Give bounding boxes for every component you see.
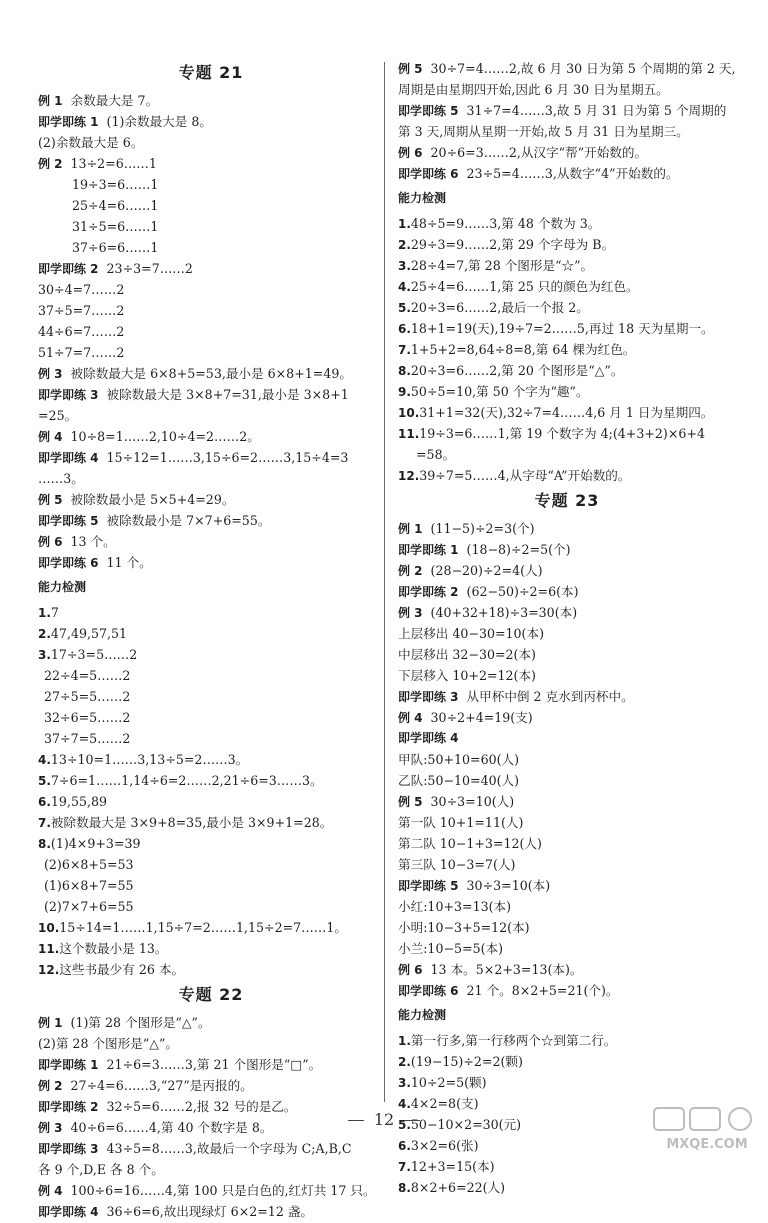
answer-line: 第一队 10+1=11(人) <box>398 815 524 830</box>
answer-line: 小红:10+3=13(本) <box>398 899 512 914</box>
answer-line: 10.31+1=32(天),32÷7=4……4,6 月 1 日为星期四。 <box>398 405 714 420</box>
answer-line: 8.8×2+6=22(人) <box>398 1180 506 1195</box>
answer-line: 例 1 (11−5)÷2=3(个) <box>398 521 535 536</box>
subsection-heading: 能力检测 <box>398 1008 447 1022</box>
answer-line: 例 4 30÷2+4=19(支) <box>398 710 533 725</box>
answer-line: 周期是由星期四开始,因此 6 月 30 日为星期五。 <box>398 82 669 97</box>
right-column <box>398 58 736 1198</box>
answer-line: 即学即练 5 被除数最小是 7×7+6=55。 <box>38 513 271 528</box>
answer-line: 1.48÷5=9……3,第 48 个数为 3。 <box>398 216 601 231</box>
answer-line: 乙队:50−10=40(人) <box>398 773 520 788</box>
answer-line: 例 3 (40+32+18)÷3=30(本) <box>398 605 578 620</box>
answer-line: 5.20÷3=6……2,最后一个报 2。 <box>398 300 589 315</box>
answer-line: 37÷6=6……1 <box>72 240 159 255</box>
answer-line: 例 2 13÷2=6……1 <box>38 156 157 171</box>
answer-line: 即学即练 1 21÷6=3……3,第 21 个图形是“□”。 <box>38 1057 322 1072</box>
answer-line: 即学即练 3 43÷5=8……3,故最后一个字母为 C;A,B,C <box>38 1141 352 1156</box>
answer-line: (1)6×8+7=55 <box>44 878 134 893</box>
answer-line: 小兰:10−5=5(本) <box>398 941 504 956</box>
left-column <box>38 58 376 1222</box>
answer-line: 第 3 天,周期从星期一开始,故 5 月 31 日为星期三。 <box>398 124 689 139</box>
subsection-heading: 能力检测 <box>38 580 87 594</box>
answer-line: 例 5 30÷7=4……2,故 6 月 30 日为第 5 个周期的第 2 天, <box>398 61 736 76</box>
answer-line: 7.1+5+2=8,64÷8=8,第 64 棵为红色。 <box>398 342 636 357</box>
answer-line: 中层移出 32−30=2(本) <box>398 647 536 662</box>
answer-line: 12.39÷7=5……4,从字母“A”开始数的。 <box>398 468 631 483</box>
answer-line: 3.10÷2=5(颗) <box>398 1075 487 1090</box>
answer-line: 2.47,49,57,51 <box>38 626 128 641</box>
answer-line: 即学即练 3 被除数最大是 3×8+7=31,最小是 3×8+1 <box>38 387 349 402</box>
answer-line: 6.19,55,89 <box>38 794 108 809</box>
answer-line: 8.20÷3=6……2,第 20 个图形是“△”。 <box>398 363 624 378</box>
answer-line: 即学即练 5 31÷7=4……3,故 5 月 31 日为第 5 个周期的 <box>398 103 727 118</box>
answer-line: 6.18+1=19(天),19÷7=2……5,再过 18 天为星期一。 <box>398 321 714 336</box>
answer-line: 即学即练 2 (62−50)÷2=6(本) <box>398 584 579 599</box>
answer-line: (2)6×8+5=53 <box>44 857 134 872</box>
answer-line: 即学即练 6 11 个。 <box>38 555 152 570</box>
answer-line: 51÷7=7……2 <box>38 345 125 360</box>
answer-line: ……3。 <box>38 471 84 486</box>
answer-line: 19÷3=6……1 <box>72 177 159 192</box>
answer-line: 例 3 被除数最大是 6×8+5=53,最小是 6×8+1=49。 <box>38 366 352 381</box>
answer-line: 7.被除数最大是 3×9+8=35,最小是 3×9+1=28。 <box>38 815 333 830</box>
answer-line: 22÷4=5……2 <box>44 668 131 683</box>
answer-line: 例 1 (1)第 28 个图形是“△”。 <box>38 1015 211 1030</box>
subsection-heading: 能力检测 <box>398 191 447 205</box>
answer-line: 7.12+3=15(本) <box>398 1159 495 1174</box>
answer-line: 即学即练 6 21 个。8×2+5=21(个)。 <box>398 983 619 998</box>
answer-line: 37÷7=5……2 <box>44 731 131 746</box>
answer-line: 4.25÷4=6……1,第 25 只的颜色为红色。 <box>398 279 639 294</box>
answer-line: 5.7÷6=1……1,14÷6=2……2,21÷6=3……3。 <box>38 773 323 788</box>
answer-line: 1.第一行多,第一行移两个☆到第二行。 <box>398 1033 617 1048</box>
answer-line: 例 4 10÷8=1……2,10÷4=2……2。 <box>38 429 260 444</box>
answer-line: 例 6 13 个。 <box>38 534 116 549</box>
answer-line: 例 5 30÷3=10(人) <box>398 794 515 809</box>
answer-line: 11.19÷3=6……1,第 19 个数字为 4;(4+3+2)×6+4 <box>398 426 705 441</box>
answer-line: 2.(19−15)÷2=2(颗) <box>398 1054 523 1069</box>
answer-line: (2)7×7+6=55 <box>44 899 134 914</box>
answer-line: 例 5 被除数最小是 5×5+4=29。 <box>38 492 235 507</box>
answer-line: 例 6 20÷6=3……2,从汉字“帮”开始数的。 <box>398 145 648 160</box>
answer-line: 10.15÷14=1……1,15÷7=2……1,15÷2=7……1。 <box>38 920 347 935</box>
answer-line: 6.3×2=6(张) <box>398 1138 479 1153</box>
answer-line: 即学即练 1 (18−8)÷2=5(个) <box>398 542 571 557</box>
answer-line: 即学即练 4 36÷6=6,故出现绿灯 6×2=12 盏。 <box>38 1204 314 1219</box>
answer-line: 例 2 (28−20)÷2=4(人) <box>398 563 543 578</box>
answer-line: 即学即练 1 (1)余数最大是 8。 <box>38 114 212 129</box>
section-title-22: 专题 22 <box>178 985 244 1004</box>
answer-line: 例 1 余数最大是 7。 <box>38 93 159 108</box>
answer-line: 3.17÷3=5……2 <box>38 647 138 662</box>
watermark-logo <box>652 1106 762 1152</box>
answer-line: 12.这些书最少有 26 本。 <box>38 962 185 977</box>
section-title-23: 专题 23 <box>534 491 600 510</box>
answer-line: 30÷4=7……2 <box>38 282 125 297</box>
answer-line: 25÷4=6……1 <box>72 198 159 213</box>
section-title-21: 专题 21 <box>178 63 244 82</box>
answer-line: 即学即练 5 30÷3=10(本) <box>398 878 551 893</box>
answer-line: 44÷6=7……2 <box>38 324 125 339</box>
answer-line: 即学即练 6 23÷5=4……3,从数字“4”开始数的。 <box>398 166 679 181</box>
answer-line: 小明:10−3+5=12(本) <box>398 920 530 935</box>
answer-line: 第二队 10−1+3=12(人) <box>398 836 542 851</box>
answer-line: 32÷6=5……2 <box>44 710 131 725</box>
answer-line: 37÷5=7……2 <box>38 303 125 318</box>
answer-line: 下层移入 10+2=12(本) <box>398 668 536 683</box>
answer-line: 例 6 13 本。5×2+3=13(本)。 <box>398 962 583 977</box>
column-divider <box>384 62 385 1102</box>
answer-line: 8.(1)4×9+3=39 <box>38 836 141 851</box>
page-number-dash-right <box>404 1120 420 1121</box>
answer-line: 即学即练 4 15÷12=1……3,15÷6=2……3,15÷4=3 <box>38 450 349 465</box>
answer-line: 例 2 27÷4=6……3,“27”是丙报的。 <box>38 1078 253 1093</box>
answer-line: 甲队:50+10=60(人) <box>398 752 520 767</box>
answer-line: 5.50−10×2=30(元) <box>398 1117 522 1132</box>
answer-line: 即学即练 2 23÷3=7……2 <box>38 261 193 276</box>
answer-line: 第三队 10−3=7(人) <box>398 857 516 872</box>
page-number: 12 <box>0 1110 768 1129</box>
answer-line: 9.50÷5=10,第 50 个字为“趣”。 <box>398 384 589 399</box>
answer-line: 即学即练 2 32÷5=6……2,报 32 号的是乙。 <box>38 1099 297 1114</box>
answer-line: 11.这个数最小是 13。 <box>38 941 168 956</box>
answer-line: 4.4×2=8(支) <box>398 1096 479 1111</box>
answer-line: 例 3 40÷6=6……4,第 40 个数字是 8。 <box>38 1120 273 1135</box>
answer-line: 1.7 <box>38 605 59 620</box>
answer-line: =25。 <box>38 408 78 423</box>
answer-line: 31÷5=6……1 <box>72 219 159 234</box>
answer-line: 3.28÷4=7,第 28 个图形是“☆”。 <box>398 258 594 273</box>
answer-line: (2)余数最大是 6。 <box>38 135 144 150</box>
answer-line: (2)第 28 个图形是“△”。 <box>38 1036 178 1051</box>
answer-line: 各 9 个,D,E 各 8 个。 <box>38 1162 164 1177</box>
answer-line: 例 4 100÷6=16……4,第 100 只是白色的,红灯共 17 只。 <box>38 1183 376 1198</box>
watermark-text: MXQE.COM <box>666 1137 748 1152</box>
answer-line: 2.29÷3=9……2,第 29 个字母为 B。 <box>398 237 615 252</box>
answer-line: 即学即练 4 <box>398 731 459 745</box>
answer-line: =58。 <box>416 447 456 462</box>
answer-line: 27÷5=5……2 <box>44 689 131 704</box>
page-number-dash-left <box>348 1120 364 1121</box>
answer-line: 上层移出 40−30=10(本) <box>398 626 544 641</box>
answer-line: 即学即练 3 从甲杯中倒 2 克水到丙杯中。 <box>398 689 634 704</box>
answer-line: 4.13÷10=1……3,13÷5=2……3。 <box>38 752 249 767</box>
